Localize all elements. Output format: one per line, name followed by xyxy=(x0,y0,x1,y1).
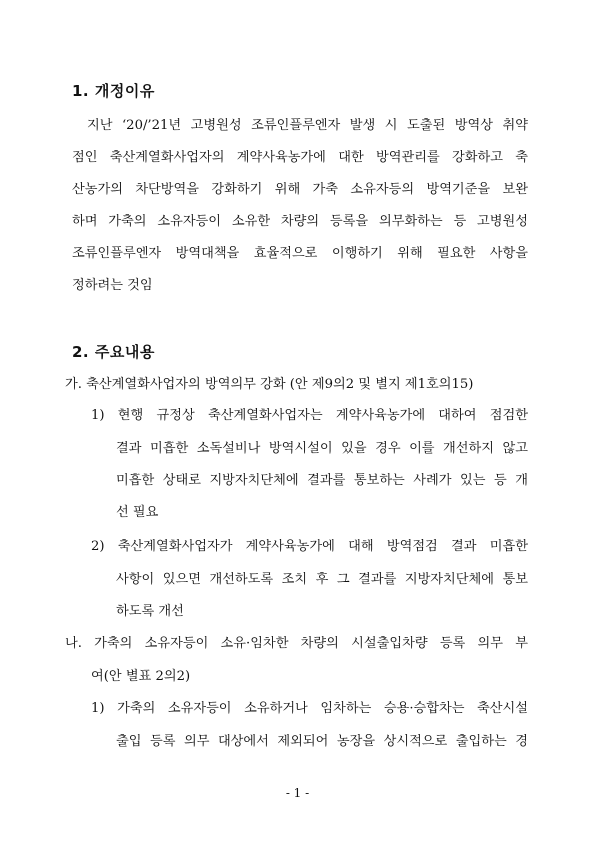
sub-item-line: 하도록 개선 xyxy=(116,604,184,619)
list-item-na: 나. 가축의 소유자등이 소유·임차한 차량의 시설출입차량 등록 의무 부 xyxy=(65,636,528,651)
sub-item-line: 1) 현행 규정상 축산계열화사업자는 계약사육농가에 대하여 점검한 xyxy=(91,408,528,423)
body-line: 산농가의 차단방역을 강화하기 위해 가축 소유자등의 방역기준을 보완 xyxy=(72,182,528,197)
sub-item-line: 사항이 있으면 개선하도록 조치 후 그 결과를 지방자치단체에 통보 xyxy=(116,572,528,587)
sub-item-line: 1) 가축의 소유자등이 소유하거나 임차하는 승용·승합차는 축산시설 xyxy=(91,701,528,716)
body-line: 지난 ‘20/’21년 고병원성 조류인플루엔자 발생 시 도출된 방역상 취약 xyxy=(87,118,528,133)
sub-item-line: 선 필요 xyxy=(116,505,159,520)
body-line: 점인 축산계열화사업자의 계약사육농가에 대한 방역관리를 강화하고 축 xyxy=(72,150,528,165)
list-item-na-cont: 여(안 별표 2의2) xyxy=(91,669,191,684)
section-heading-reason: 1. 개정이유 xyxy=(72,82,155,100)
list-item-ga: 가. 축산계열화사업자의 방역의무 강화 (안 제9의2 및 별지 제1호의15) xyxy=(65,377,474,392)
page-number: - 1 - xyxy=(285,786,310,800)
sub-item-line: 결과 미흡한 소독설비나 방역시설이 있을 경우 이를 개선하지 않고 xyxy=(116,441,528,456)
sub-item-line: 미흡한 상태로 지방자치단체에 결과를 통보하는 사례가 있는 등 개 xyxy=(116,473,528,488)
sub-item-line: 2) 축산계열화사업자가 계약사육농가에 대해 방역점검 결과 미흡한 xyxy=(91,539,528,554)
body-line: 하며 가축의 소유자등이 소유한 차량의 등록을 의무화하는 등 고병원성 xyxy=(72,214,528,229)
sub-item-line: 출입 등록 의무 대상에서 제외되어 농장을 상시적으로 출입하는 경 xyxy=(116,734,528,749)
body-line: 조류인플루엔자 방역대책을 효율적으로 이행하기 위해 필요한 사항을 xyxy=(72,246,528,261)
body-line: 정하려는 것임 xyxy=(72,278,153,293)
section-heading-main-content: 2. 주요내용 xyxy=(72,343,155,361)
